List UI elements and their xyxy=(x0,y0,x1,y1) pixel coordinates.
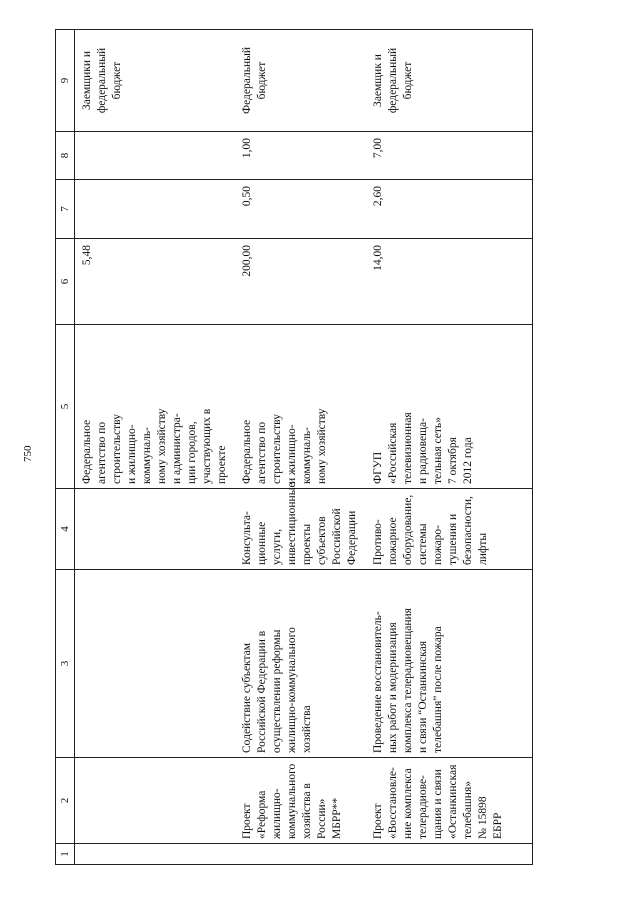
column-8-value: 1,00 xyxy=(241,138,253,159)
project-name-cell xyxy=(75,758,236,844)
row-index-cell xyxy=(235,844,366,865)
project-name-cell xyxy=(366,758,533,844)
table-row xyxy=(75,30,236,865)
executor-cell xyxy=(366,325,533,489)
expense-category: Противо- пожарное оборудование, системы пожаро- тушения и безопасности, лифты xyxy=(372,494,489,565)
column-7-value: 0,50 xyxy=(241,186,253,207)
column-8-value: 7,00 xyxy=(372,138,384,159)
column-7-cell xyxy=(75,180,236,239)
loan-projects-table xyxy=(55,29,533,865)
project-purpose-cell xyxy=(366,570,533,758)
column-number-8: 8 xyxy=(56,132,75,180)
total-amount: 5,48 xyxy=(81,245,93,266)
expense-category: Консульта- ционные услуги, инвестиционные проекты субъектов Российской Федерации xyxy=(241,482,358,565)
table-row xyxy=(366,30,533,865)
column-8-cell xyxy=(75,132,236,180)
funding-source-cell xyxy=(235,30,366,132)
page-number: 750 xyxy=(22,445,34,462)
executor: Федеральное агентство по строительству и жилищно- коммуналь- ному хозяйству xyxy=(241,408,328,484)
expense-category-cell xyxy=(235,482,366,570)
project-purpose: Содействие субъектам Российской Федерации в осуществлении реформы жилищно-коммунального хозяйства xyxy=(241,627,313,753)
column-7-cell xyxy=(366,180,533,239)
column-number-7: 7 xyxy=(56,180,75,239)
executor-cell xyxy=(75,325,236,489)
project-purpose-cell xyxy=(75,570,236,758)
total-amount: 14,00 xyxy=(372,245,384,271)
project-purpose: Проведение восстановитель- ных работ и модернизация комплекса телерадиовещания и связи “Останкинская телебашня” после пожара xyxy=(372,608,444,753)
column-number-1: 1 xyxy=(56,844,75,865)
executor: ФГУП «Российская телевизионная и радиовеща- тельная сеть» 7 октября 2012 года xyxy=(372,412,474,484)
table-row xyxy=(235,30,366,865)
total-amount-cell xyxy=(235,239,366,325)
executor-cell xyxy=(235,325,366,489)
expense-category-cell xyxy=(366,489,533,570)
column-8-cell xyxy=(235,132,366,180)
funding-source: Федеральный бюджет xyxy=(241,47,268,114)
funding-source: Заемщик и федеральный бюджет xyxy=(372,47,414,114)
column-number-2: 2 xyxy=(56,758,75,844)
project-name-cell xyxy=(235,758,366,844)
column-number-5: 5 xyxy=(56,325,75,489)
column-number-6: 6 xyxy=(56,239,75,325)
funding-source: Заемщики и федеральный бюджет xyxy=(81,47,123,114)
project-name: Проект «Реформа жилищно- коммунального хозяйства в России» МБРР** xyxy=(241,763,343,839)
project-name: Проект «Восстановле- ние комплекса телерадиове- щания и связи «Останкинская телебашня» № 15898 ЕБРР xyxy=(372,764,504,839)
column-7-cell xyxy=(235,180,366,239)
column-number-header-row xyxy=(56,30,75,865)
row-index-cell xyxy=(75,844,236,865)
funding-source-cell xyxy=(366,30,533,132)
column-number-3: 3 xyxy=(56,570,75,758)
column-number-4: 4 xyxy=(56,489,75,570)
column-8-cell xyxy=(366,132,533,180)
total-amount-cell xyxy=(366,239,533,325)
row-index-cell xyxy=(366,844,533,865)
column-number-9: 9 xyxy=(56,30,75,132)
funding-source-cell xyxy=(75,30,236,132)
executor: Федеральное агентство по строительству и жилищно- коммуналь- ному хозяйству и администра- ции городов, участвующих в проекте xyxy=(81,408,228,484)
expense-category-cell xyxy=(75,489,236,570)
total-amount-cell xyxy=(75,239,236,325)
project-purpose-cell xyxy=(235,570,366,758)
column-7-value: 2,60 xyxy=(372,186,384,207)
total-amount: 200,00 xyxy=(241,245,253,277)
